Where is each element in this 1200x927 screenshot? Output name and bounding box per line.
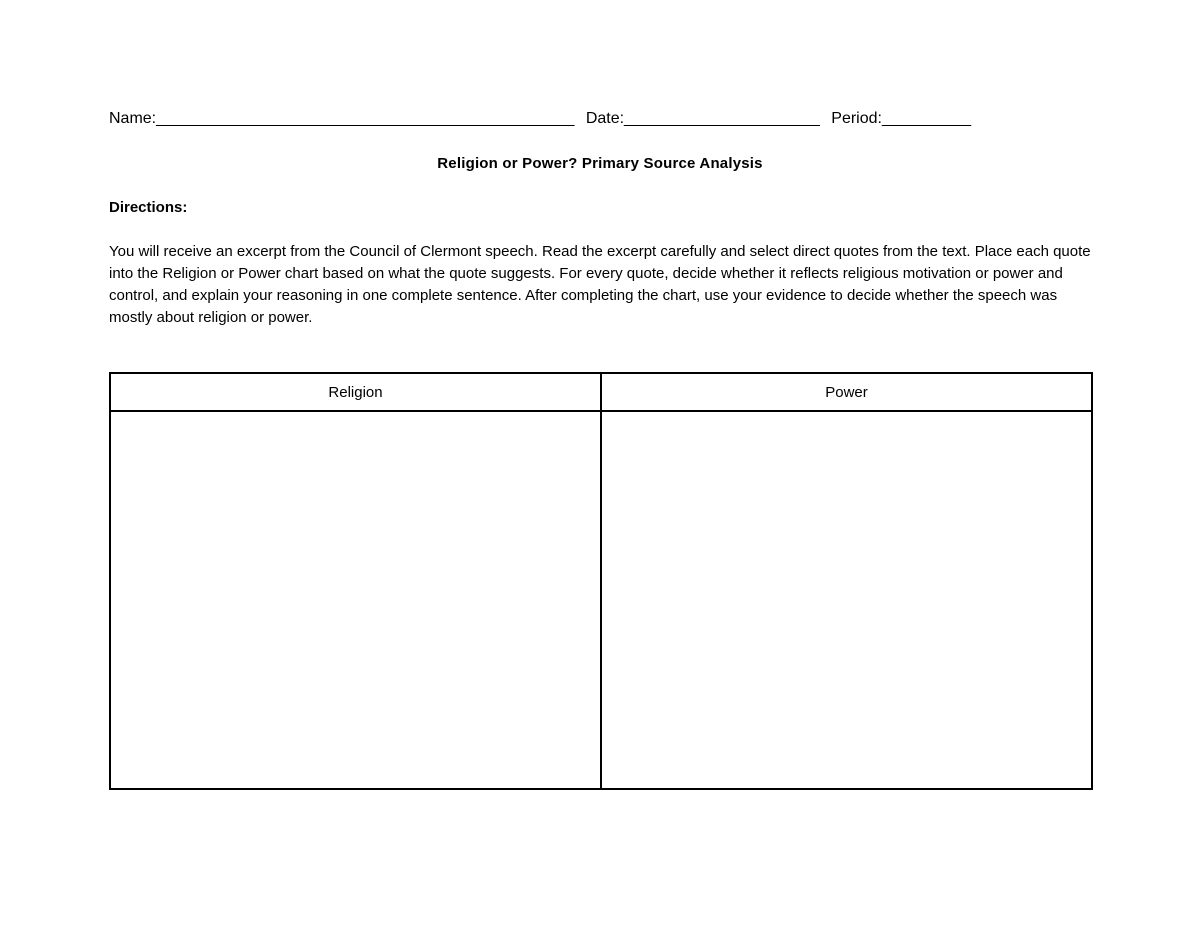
period-field-label[interactable]: Period:__________ bbox=[831, 110, 971, 127]
date-field-label[interactable]: Date:______________________ bbox=[585, 110, 820, 127]
power-answer-cell[interactable] bbox=[602, 412, 1091, 788]
name-field-label[interactable]: Name:_______________________________________________ bbox=[109, 110, 575, 127]
religion-column-header: Religion bbox=[111, 374, 602, 412]
directions-text: You will receive an excerpt from the Council of Clermont speech. Read the excerpt carefully and select direct quotes from the text. Place each quote into the Religion or Power chart based on what the quote suggests. For every quote, decide whether it reflects religious motivation or power and control, and explain your reasoning in one complete sentence. After completing the chart, use your evidence to decide whether the speech was mostly about religion or power. bbox=[109, 243, 1091, 326]
power-column-header: Power bbox=[602, 374, 1091, 412]
religion-power-chart bbox=[109, 372, 1093, 790]
religion-answer-cell[interactable] bbox=[111, 412, 602, 788]
student-info-line bbox=[109, 109, 1099, 129]
directions-heading: Directions: bbox=[109, 199, 188, 216]
worksheet-title: Religion or Power? Primary Source Analysis bbox=[437, 155, 763, 172]
